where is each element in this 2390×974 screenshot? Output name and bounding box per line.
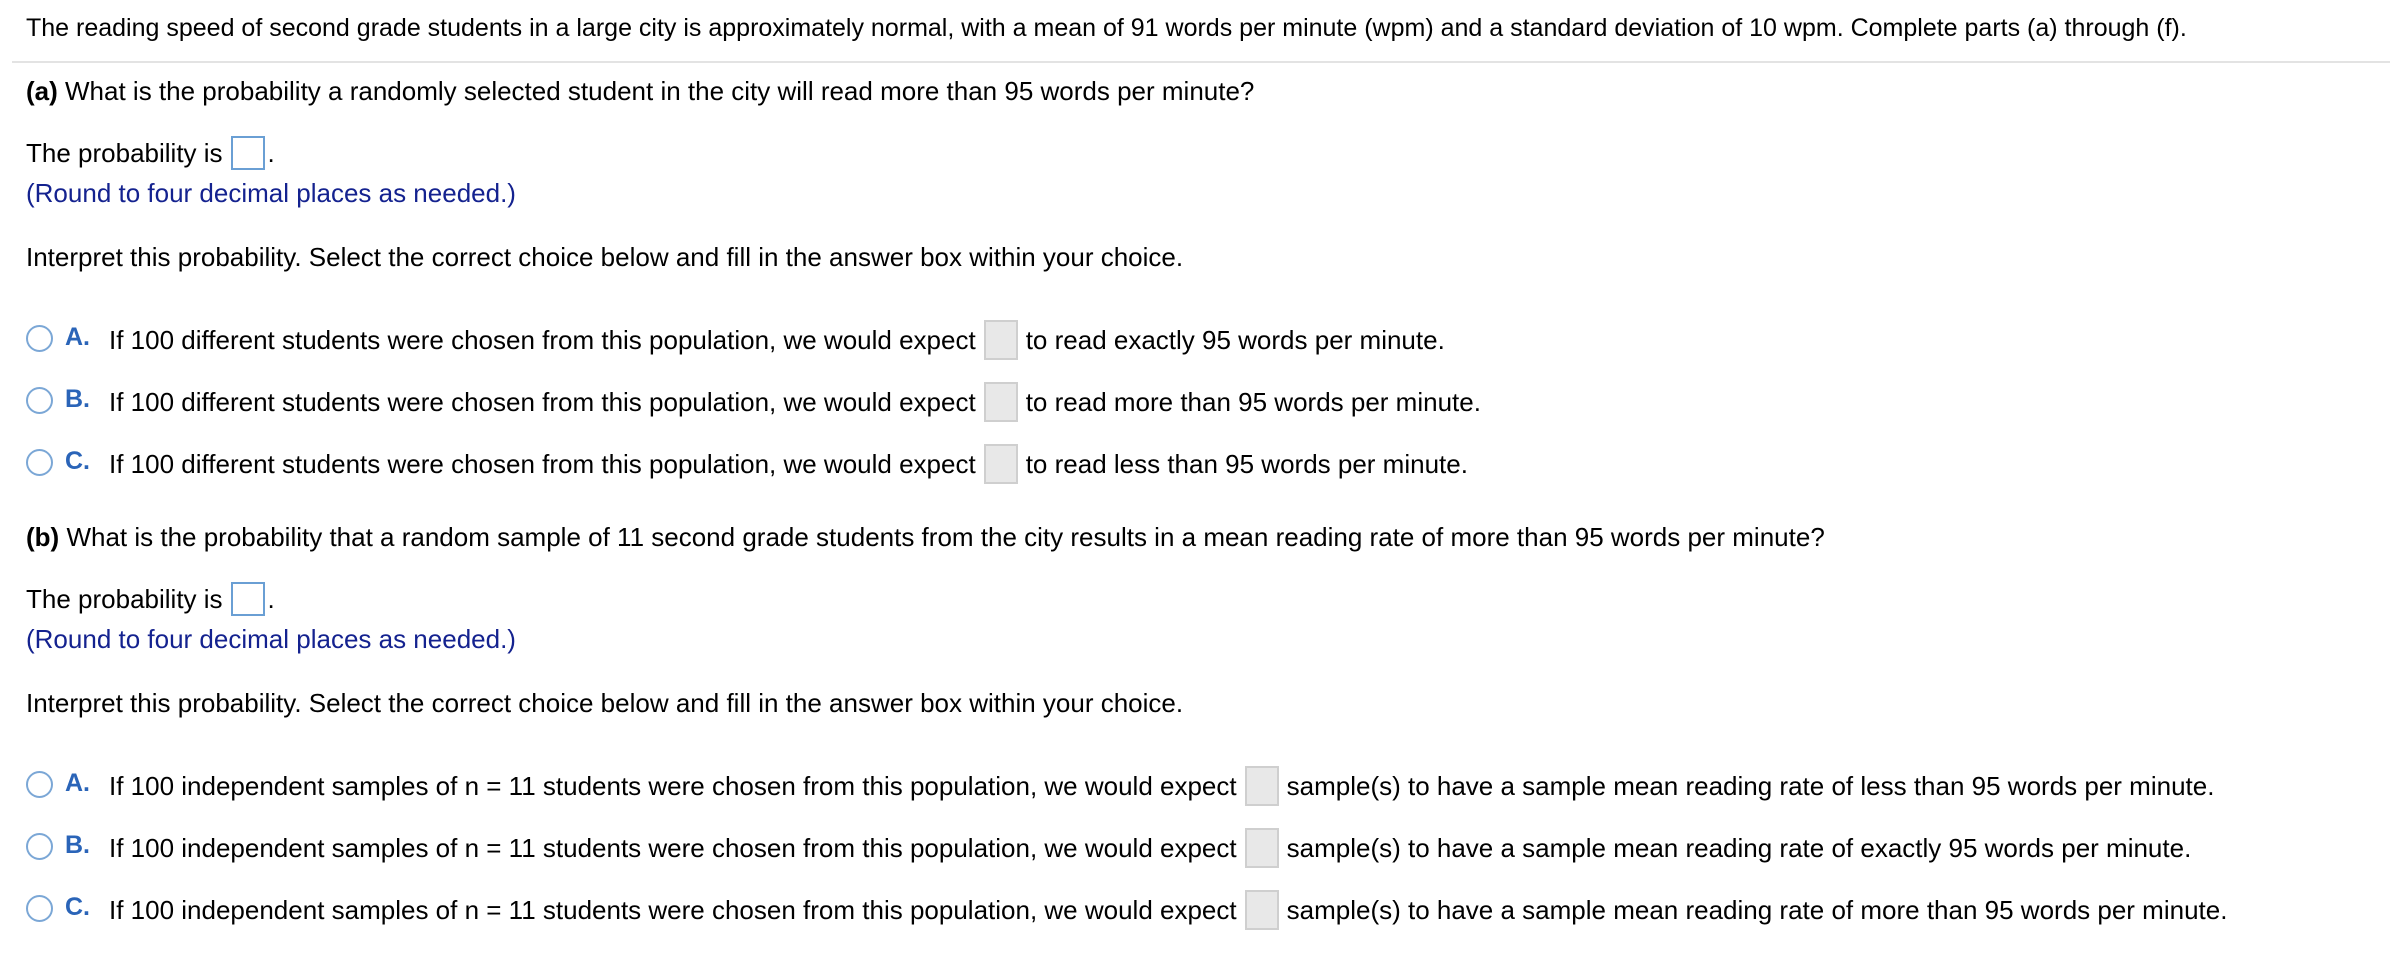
part-a-choice-c-text-after: to read less than 95 words per minute. [1025,448,1468,479]
part-a-question-text: What is the probability a randomly selected student in the city will read more than 95 words per minute? [65,76,1255,106]
part-a-choice-a-letter: A. [65,322,90,351]
part-b-choice-c-letter: C. [65,892,90,921]
part-b-prob-suffix: . [267,583,275,614]
part-b-choice-c-input[interactable] [1245,890,1279,930]
part-b-choice-b-text-before: If 100 independent samples of n = 11 students were chosen from this population, we would expect [109,832,1237,863]
part-b-choice-b[interactable] [26,828,2191,868]
part-b-choice-c-text-before: If 100 independent samples of n = 11 students were chosen from this population, we would expect [109,894,1237,925]
part-a-choice-a-text-after: to read exactly 95 words per minute. [1025,324,1445,355]
part-a-choice-c-input[interactable] [984,444,1018,484]
part-a-choice-b-input[interactable] [984,382,1018,422]
part-b-choice-c-radio[interactable] [26,895,53,922]
part-a-interpret-instruction: Interpret this probability. Select the correct choice below and fill in the answer box within your choice. [26,242,1184,272]
part-a-probability-input[interactable] [231,136,265,170]
part-b-interpret-instruction: Interpret this probability. Select the correct choice below and fill in the answer box within your choice. [26,688,1184,718]
part-b-choice-b-text-after: sample(s) to have a sample mean reading rate of exactly 95 words per minute. [1286,832,2192,863]
part-b-prob-prefix: The probability is [26,583,223,614]
part-a-choice-c[interactable] [26,444,1468,484]
part-b-choice-b-letter: B. [65,830,90,859]
part-b-choice-a-text-before: If 100 independent samples of n = 11 students were chosen from this population, we would expect [109,770,1237,801]
part-b-choice-c-text-after: sample(s) to have a sample mean reading rate of more than 95 words per minute. [1286,894,2228,925]
part-a-choice-b-letter: B. [65,384,90,413]
part-b-choice-a-text-after: sample(s) to have a sample mean reading rate of less than 95 words per minute. [1286,770,2215,801]
part-b-question [26,522,1825,553]
part-b-choice-b-radio[interactable] [26,833,53,860]
part-a-choice-c-letter: C. [65,446,90,475]
part-b-label: (b) [26,522,60,552]
part-a-choice-c-text-before: If 100 different students were chosen from this population, we would expect [109,448,976,479]
part-a-choice-a-input[interactable] [984,320,1018,360]
part-b-choice-a-letter: A. [65,768,90,797]
part-a-prob-suffix: . [267,137,275,168]
part-b-probability-input[interactable] [231,582,265,616]
part-b-probability-line [26,582,275,616]
part-a-choice-b-text-after: to read more than 95 words per minute. [1025,386,1481,417]
part-b-choice-b-input[interactable] [1245,828,1279,868]
part-b-choice-a-input[interactable] [1245,766,1279,806]
part-a-probability-line [26,136,275,170]
part-b-choice-c[interactable] [26,890,2227,930]
part-a-label: (a) [26,76,58,106]
divider [12,61,2390,63]
part-a-prob-prefix: The probability is [26,137,223,168]
part-a-choice-c-radio[interactable] [26,449,53,476]
part-a-choice-a[interactable] [26,320,1445,360]
part-b-choice-a[interactable] [26,766,2214,806]
part-b-question-text: What is the probability that a random sample of 11 second grade students from the city results in a mean reading rate of more than 95 words per minute? [66,522,1825,552]
part-b-choice-a-radio[interactable] [26,771,53,798]
part-a-round-hint: (Round to four decimal places as needed.) [26,178,516,208]
problem-intro: The reading speed of second grade students in a large city is approximately normal, with a mean of 91 words per minute (wpm) and a standard deviation of 10 wpm. Complete parts (a) through (f). [26,14,2187,42]
part-a-choice-b[interactable] [26,382,1481,422]
part-a-choice-b-radio[interactable] [26,387,53,414]
part-b-round-hint: (Round to four decimal places as needed.) [26,624,516,654]
part-a-choice-a-text-before: If 100 different students were chosen from this population, we would expect [109,324,976,355]
part-a-choice-b-text-before: If 100 different students were chosen from this population, we would expect [109,386,976,417]
part-a-choice-a-radio[interactable] [26,325,53,352]
part-a-question [26,76,1254,107]
